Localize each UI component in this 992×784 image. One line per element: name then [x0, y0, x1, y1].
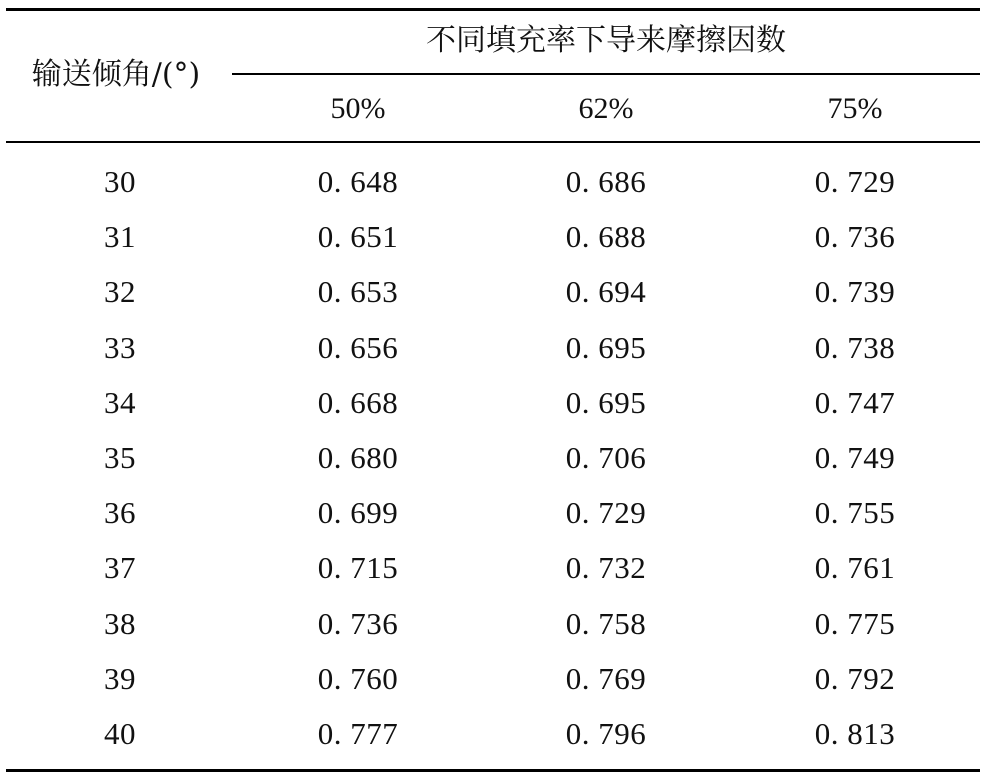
table-cell-angle: 31	[104, 219, 136, 254]
table-cell-value: 0. 686	[565, 164, 647, 199]
table-cell-value: 0. 729	[814, 164, 896, 199]
table-cell-value: 0. 739	[814, 274, 896, 309]
table-cell-value: 0. 775	[814, 606, 896, 641]
header-bottom-rule	[6, 141, 980, 143]
table-cell-value: 0. 715	[317, 550, 399, 585]
table-cell-value: 0. 792	[814, 661, 896, 696]
table-cell-value: 0. 769	[565, 661, 647, 696]
header-angle: 输送倾角/(°)	[31, 57, 201, 92]
table-cell-value: 0. 651	[317, 219, 399, 254]
table-cell-value: 0. 736	[317, 606, 399, 641]
table-cell-angle: 39	[104, 661, 136, 696]
table-cell-value: 0. 758	[565, 606, 647, 641]
table-cell-value: 0. 813	[814, 716, 896, 751]
header-group: 不同填充率下导来摩擦因数	[426, 23, 786, 58]
table-cell-angle: 37	[104, 550, 136, 585]
header-fill-rate-75: 75%	[827, 92, 883, 125]
table-cell-value: 0. 732	[565, 550, 647, 585]
table-cell-value: 0. 747	[814, 385, 896, 420]
table-cell-value: 0. 648	[317, 164, 399, 199]
table-cell-angle: 34	[104, 385, 136, 420]
table-cell-value: 0. 699	[317, 495, 399, 530]
table-cell-angle: 38	[104, 606, 136, 641]
bottom-rule	[6, 769, 980, 772]
table-cell-value: 0. 656	[317, 330, 399, 365]
table-cell-value: 0. 668	[317, 385, 399, 420]
table-cell-value: 0. 688	[565, 219, 647, 254]
table-cell-value: 0. 680	[317, 440, 399, 475]
table-cell-value: 0. 695	[565, 385, 647, 420]
table-cell-value: 0. 653	[317, 274, 399, 309]
table-cell-angle: 35	[104, 440, 136, 475]
table-cell-value: 0. 738	[814, 330, 896, 365]
table-cell-angle: 30	[104, 164, 136, 199]
top-rule	[6, 8, 980, 11]
group-underline-rule	[232, 73, 980, 75]
table-cell-value: 0. 749	[814, 440, 896, 475]
table-cell-value: 0. 729	[565, 495, 647, 530]
table-cell-angle: 32	[104, 274, 136, 309]
header-fill-rate-50: 50%	[330, 92, 386, 125]
table-cell-value: 0. 695	[565, 330, 647, 365]
table-cell-value: 0. 777	[317, 716, 399, 751]
table-cell-value: 0. 761	[814, 550, 896, 585]
table-cell-value: 0. 694	[565, 274, 647, 309]
table-cell-angle: 33	[104, 330, 136, 365]
table-cell-angle: 36	[104, 495, 136, 530]
table-cell-value: 0. 796	[565, 716, 647, 751]
table-cell-value: 0. 706	[565, 440, 647, 475]
table-cell-value: 0. 760	[317, 661, 399, 696]
table-cell-value: 0. 755	[814, 495, 896, 530]
table-cell-value: 0. 736	[814, 219, 896, 254]
table-cell-angle: 40	[104, 716, 136, 751]
header-fill-rate-62: 62%	[578, 92, 634, 125]
